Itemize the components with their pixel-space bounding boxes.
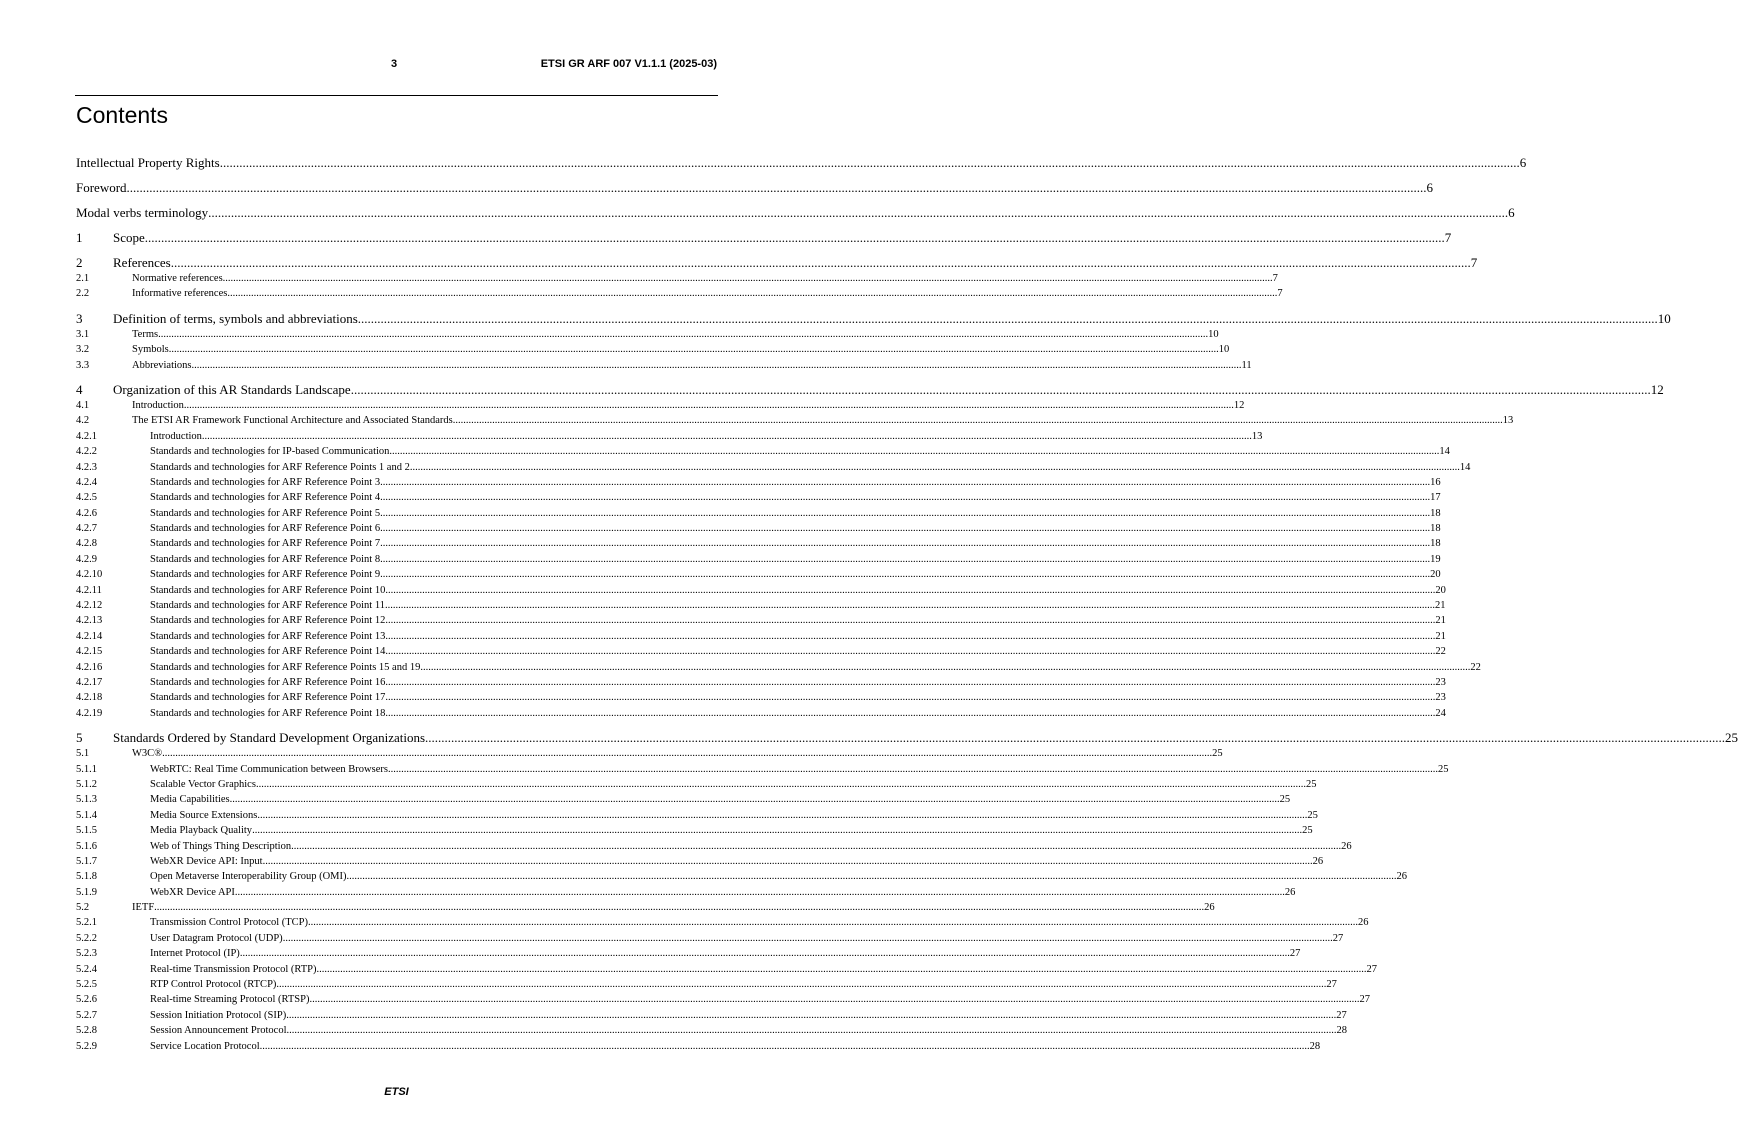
toc-entry-page: 7 — [1470, 255, 1478, 270]
toc-entry-label[interactable]: Standards and technologies for ARF Reference Point 5 — [150, 507, 381, 519]
toc-dot-leader: ................................................................................................................................................................................................................................................................................................................................................................................................................ — [385, 692, 1436, 704]
toc-entry-number: 2.1 — [76, 273, 90, 284]
toc-entry-label[interactable]: IETF — [132, 902, 155, 914]
header-rule — [75, 95, 718, 96]
toc-dot-leader: ................................................................................................................................................................................................................................................................................................................................................................................................................ — [309, 994, 1360, 1006]
toc-entry-label[interactable]: Transmission Control Protocol (TCP) — [150, 917, 309, 929]
toc-dot-leader: ................................................................................................................................................................................................................................................................................................................................................................................................................ — [219, 155, 1520, 170]
toc-entry-label[interactable]: RTP Control Protocol (RTCP) — [150, 979, 277, 991]
toc-entry-page: 16 — [1430, 476, 1441, 488]
toc-entry-label[interactable]: Standards and technologies for ARF Reference Point 16 — [150, 676, 386, 688]
toc-entry-number: 5.1.8 — [76, 871, 97, 883]
toc-dot-leader: ................................................................................................................................................................................................................................................................................................................................................................................................................ — [183, 399, 1234, 411]
toc-entry[interactable] — [76, 598, 1446, 613]
toc-entry-label[interactable]: Standards and technologies for ARF Reference Point 11 — [150, 600, 385, 612]
toc-entry[interactable] — [76, 179, 1434, 196]
toc-entry-number: 4.2.4 — [76, 476, 97, 488]
toc-entry[interactable] — [76, 675, 1446, 690]
toc-entry-page: 25 — [1302, 825, 1313, 837]
toc-dot-leader: ................................................................................................................................................................................................................................................................................................................................................................................................................ — [168, 344, 1219, 356]
toc-entry[interactable] — [76, 521, 1441, 536]
toc-entry-label[interactable]: Modal verbs terminology — [76, 205, 209, 220]
toc-dot-leader: ................................................................................................................................................................................................................................................................................................................................................................................................................ — [276, 979, 1327, 991]
toc-entry-label[interactable]: Abbreviations — [132, 359, 192, 371]
toc-dot-leader: ................................................................................................................................................................................................................................................................................................................................................................................................................ — [380, 492, 1431, 504]
toc-entry[interactable] — [76, 358, 1252, 373]
toc-entry[interactable] — [76, 792, 1291, 807]
toc-entry-label[interactable]: Standards and technologies for ARF Reference Point 10 — [150, 584, 386, 596]
toc-entry-page: 7 — [1277, 288, 1283, 300]
toc-entry-page: 13 — [1251, 430, 1263, 442]
toc-entry[interactable] — [76, 706, 1446, 721]
toc-dot-leader: ................................................................................................................................................................................................................................................................................................................................................................................................................ — [170, 255, 1471, 270]
toc-entry-number: 4 — [76, 381, 83, 397]
toc-entry[interactable] — [76, 931, 1344, 946]
toc-entry-number: 5.1 — [76, 748, 90, 760]
toc-dot-leader: ................................................................................................................................................................................................................................................................................................................................................................................................................ — [380, 507, 1431, 519]
toc-dot-leader: ................................................................................................................................................................................................................................................................................................................................................................................................................ — [255, 778, 1306, 790]
toc-entry-label[interactable]: Organization of this AR Standards Landscape — [113, 381, 351, 397]
toc-dot-leader: ................................................................................................................................................................................................................................................................................................................................................................................................................ — [384, 600, 1435, 612]
toc-entry-label[interactable]: Media Playback Quality — [150, 825, 253, 837]
toc-entry-label[interactable]: Web of Things Thing Description — [150, 840, 292, 852]
toc-entry-number: 5.2.9 — [76, 1040, 97, 1052]
toc-dot-leader: ................................................................................................................................................................................................................................................................................................................................................................................................................ — [282, 932, 1333, 944]
toc-entry[interactable] — [76, 613, 1446, 628]
toc-dot-leader: ................................................................................................................................................................................................................................................................................................................................................................................................................ — [316, 963, 1367, 975]
toc-entry[interactable] — [76, 254, 1478, 271]
toc-entry-label[interactable]: Real-time Streaming Protocol (RTSP) — [150, 994, 310, 1006]
toc-entry-page: 21 — [1435, 615, 1446, 627]
toc-entry-number: 5.1.2 — [76, 778, 97, 790]
toc-entry-page: 28 — [1336, 1025, 1347, 1037]
toc-entry-label[interactable]: Scope — [113, 230, 145, 245]
toc-entry-number: 4.2.5 — [76, 492, 97, 504]
toc-dot-leader: ................................................................................................................................................................................................................................................................................................................................................................................................................ — [387, 763, 1438, 775]
toc-entry-label[interactable]: Internet Protocol (IP) — [150, 948, 240, 960]
toc-dot-leader: ................................................................................................................................................................................................................................................................................................................................................................................................................ — [252, 825, 1303, 837]
toc-dot-leader: ................................................................................................................................................................................................................................................................................................................................................................................................................ — [385, 615, 1436, 627]
toc-entry[interactable] — [76, 552, 1441, 567]
toc-entry[interactable] — [76, 310, 1671, 327]
toc-entry-label[interactable]: Standards and technologies for ARF Reference Points 1 and 2 — [150, 461, 410, 473]
toc-entry-label[interactable]: Standards and technologies for ARF Reference Point 14 — [150, 646, 386, 658]
toc-entry-label[interactable]: The ETSI AR Framework Functional Architecture and Associated Standards — [132, 415, 453, 427]
toc-entry-page: 27 — [1326, 979, 1337, 991]
toc-entry-page: 21 — [1435, 630, 1446, 642]
toc-entry-label[interactable]: Foreword — [76, 180, 127, 195]
toc-entry-page: 25 — [1305, 778, 1317, 790]
toc-entry-number: 5.2.2 — [76, 932, 97, 944]
toc-entry[interactable] — [76, 762, 1449, 777]
toc-entry[interactable] — [76, 869, 1408, 884]
toc-entry-page: 14 — [1439, 446, 1450, 458]
toc-entry-page: 26 — [1312, 855, 1324, 867]
toc-entry-page: 26 — [1396, 871, 1408, 883]
toc-entry-label[interactable]: Real-time Transmission Protocol (RTP) — [150, 963, 317, 975]
toc-entry-label[interactable]: Standards and technologies for IP-based Communication — [150, 446, 390, 458]
toc-entry-page: 20 — [1435, 584, 1446, 596]
toc-entry[interactable] — [76, 286, 1283, 301]
toc-dot-leader: ................................................................................................................................................................................................................................................................................................................................................................................................................ — [144, 230, 1445, 245]
toc-entry-number: 5.1.6 — [76, 840, 97, 852]
toc-entry-number: 5.2.7 — [76, 1009, 97, 1021]
toc-entry-page: 22 — [1470, 661, 1481, 673]
toc-dot-leader: ................................................................................................................................................................................................................................................................................................................................................................................................................ — [286, 1009, 1337, 1021]
toc-entry-label[interactable]: Standards and technologies for ARF Reference Point 18 — [150, 707, 386, 719]
toc-entry[interactable] — [76, 1039, 1321, 1054]
toc-entry-page: 18 — [1430, 523, 1441, 535]
toc-entry-number: 4.2.16 — [76, 661, 103, 673]
toc-entry-label[interactable]: References — [113, 255, 171, 270]
toc-entry-number: 4.2 — [76, 415, 90, 427]
toc-entry-label[interactable]: Intellectual Property Rights — [76, 155, 220, 170]
toc-entry-label[interactable]: Standards and technologies for ARF Reference Point 3 — [150, 476, 381, 488]
toc-entry-number: 2.2 — [76, 288, 90, 300]
toc-dot-leader: ................................................................................................................................................................................................................................................................................................................................................................................................................ — [201, 430, 1252, 442]
toc-entry-page: 18 — [1430, 507, 1441, 519]
toc-entry-label[interactable]: Session Initiation Protocol (SIP) — [150, 1009, 287, 1021]
document-id: ETSI GR ARF 007 V1.1.1 (2025-03) — [540, 58, 717, 70]
toc-entry-page: 25 — [1725, 730, 1738, 746]
toc-entry-number: 5.2.5 — [76, 979, 97, 991]
toc-entry-page: 17 — [1430, 492, 1441, 504]
toc-entry-label[interactable]: Media Source Extensions — [150, 809, 258, 821]
toc-entry[interactable] — [76, 460, 1471, 475]
toc-entry-number: 3.3 — [76, 359, 90, 371]
toc-entry-page: 22 — [1435, 646, 1446, 658]
toc-entry-page: 24 — [1435, 707, 1446, 719]
toc-entry-number: 4.2.11 — [76, 584, 102, 596]
table-of-contents — [76, 146, 1738, 1054]
toc-entry-number: 3.1 — [76, 328, 90, 340]
toc-entry-number: 4.2.2 — [76, 446, 97, 458]
toc-entry-number: 4.2.18 — [76, 692, 103, 704]
toc-entry-page: 12 — [1650, 381, 1664, 397]
toc-entry-number: 4.2.1 — [76, 430, 97, 442]
toc-dot-leader: ................................................................................................................................................................................................................................................................................................................................................................................................................ — [350, 381, 1651, 397]
toc-entry[interactable] — [76, 475, 1441, 490]
toc-entry[interactable] — [76, 977, 1337, 992]
page-number: 3 — [391, 58, 398, 70]
toc-dot-leader: ................................................................................................................................................................................................................................................................................................................................................................................................................ — [234, 886, 1285, 898]
toc-entry-page: 12 — [1233, 399, 1245, 411]
toc-entry-number: 5.1.9 — [76, 886, 97, 898]
toc-dot-leader: ................................................................................................................................................................................................................................................................................................................................................................................................................ — [308, 917, 1359, 929]
toc-entry-number: 4.2.9 — [76, 553, 97, 565]
toc-entry-page: 14 — [1459, 461, 1471, 473]
toc-entry[interactable] — [76, 444, 1450, 459]
toc-entry-number: 5.2.8 — [76, 1025, 97, 1037]
toc-entry-page: 27 — [1359, 994, 1370, 1006]
toc-entry-label[interactable]: Standards and technologies for ARF Reference Point 4 — [150, 492, 381, 504]
toc-entry-page: 18 — [1430, 538, 1441, 550]
toc-entry-page: 25 — [1279, 794, 1291, 806]
toc-entry-label[interactable]: Service Location Protocol — [150, 1040, 260, 1052]
toc-entry-label[interactable]: Standards and technologies for ARF Reference Point 8 — [150, 553, 381, 565]
toc-entry-number: 5.1.7 — [76, 855, 97, 867]
toc-dot-leader: ................................................................................................................................................................................................................................................................................................................................................................................................................ — [191, 359, 1242, 371]
toc-entry-number: 5.2.3 — [76, 948, 97, 960]
toc-entry[interactable] — [76, 690, 1446, 705]
toc-dot-leader: ................................................................................................................................................................................................................................................................................................................................................................................................................ — [420, 661, 1471, 673]
toc-entry-number: 4.2.10 — [76, 569, 103, 581]
toc-entry-label[interactable]: Terms — [132, 328, 159, 340]
toc-entry[interactable] — [76, 229, 1452, 246]
toc-entry-label[interactable]: Standards and technologies for ARF Reference Point 12 — [150, 615, 386, 627]
toc-dot-leader: ................................................................................................................................................................................................................................................................................................................................................................................................................ — [162, 748, 1213, 760]
toc-entry-page: 10 — [1218, 344, 1230, 356]
toc-dot-leader: ................................................................................................................................................................................................................................................................................................................................................................................................................ — [208, 205, 1509, 220]
toc-entry-number: 4.2.6 — [76, 507, 97, 519]
toc-entry[interactable] — [76, 629, 1446, 644]
toc-entry-page: 26 — [1284, 886, 1296, 898]
toc-entry-page: 7 — [1444, 230, 1452, 245]
toc-entry-number: 4.1 — [76, 399, 90, 411]
toc-dot-leader: ................................................................................................................................................................................................................................................................................................................................................................................................................ — [425, 730, 1726, 746]
toc-entry[interactable] — [76, 946, 1301, 961]
toc-entry[interactable] — [76, 962, 1377, 977]
toc-entry-label[interactable]: W3C® — [132, 748, 163, 760]
toc-entry-page: 27 — [1366, 963, 1377, 975]
toc-entry-number: 4.2.3 — [76, 461, 97, 473]
toc-entry-page: 26 — [1341, 840, 1352, 852]
toc-entry-page: 11 — [1241, 359, 1252, 371]
toc-dot-leader: ................................................................................................................................................................................................................................................................................................................................................................................................................ — [126, 180, 1427, 195]
toc-dot-leader: ................................................................................................................................................................................................................................................................................................................................................................................................................ — [385, 707, 1436, 719]
toc-dot-leader: ................................................................................................................................................................................................................................................................................................................................................................................................................ — [389, 446, 1440, 458]
toc-dot-leader: ................................................................................................................................................................................................................................................................................................................................................................................................................ — [229, 794, 1280, 806]
toc-entry-page: 26 — [1204, 902, 1215, 914]
toc-entry[interactable] — [76, 398, 1245, 413]
toc-entry-label[interactable]: Informative references — [132, 288, 228, 300]
toc-dot-leader: ................................................................................................................................................................................................................................................................................................................................................................................................................ — [257, 809, 1308, 821]
toc-entry[interactable] — [76, 1023, 1347, 1038]
toc-entry-number: 5.1.5 — [76, 825, 97, 837]
toc-entry[interactable] — [76, 885, 1296, 900]
toc-entry-number: 4.2.8 — [76, 538, 97, 550]
toc-entry[interactable] — [76, 660, 1481, 675]
toc-entry-number: 5.2 — [76, 902, 90, 914]
toc-dot-leader: ................................................................................................................................................................................................................................................................................................................................................................................................................ — [259, 1040, 1310, 1052]
toc-entry-page: 27 — [1336, 1009, 1347, 1021]
toc-entry[interactable] — [76, 746, 1223, 761]
toc-entry[interactable] — [76, 154, 1527, 171]
toc-entry[interactable] — [76, 536, 1441, 551]
toc-entry-label[interactable]: Standards and technologies for ARF Reference Point 9 — [150, 569, 381, 581]
toc-entry[interactable] — [76, 839, 1352, 854]
toc-entry[interactable] — [76, 204, 1515, 221]
toc-entry-number: 5.1.3 — [76, 794, 97, 806]
toc-entry-number: 4.2.17 — [76, 676, 103, 688]
toc-entry[interactable] — [76, 823, 1313, 838]
toc-dot-leader: ................................................................................................................................................................................................................................................................................................................................................................................................................ — [409, 461, 1460, 473]
toc-entry[interactable] — [76, 342, 1230, 357]
toc-entry-label[interactable]: Introduction — [150, 430, 202, 442]
toc-entry[interactable] — [76, 644, 1446, 659]
toc-entry[interactable] — [76, 327, 1219, 342]
toc-entry-page: 21 — [1434, 600, 1446, 612]
toc-entry-page: 25 — [1307, 809, 1318, 821]
toc-dot-leader: ................................................................................................................................................................................................................................................................................................................................................................................................................ — [227, 288, 1278, 300]
toc-entry-page: 25 — [1212, 748, 1223, 760]
toc-dot-leader: ................................................................................................................................................................................................................................................................................................................................................................................................................ — [380, 523, 1431, 535]
toc-dot-leader: ................................................................................................................................................................................................................................................................................................................................................................................................................ — [385, 646, 1436, 658]
toc-entry-label[interactable]: Standards and technologies for ARF Reference Point 6 — [150, 523, 381, 535]
toc-entry[interactable] — [76, 490, 1441, 505]
toc-entry-label[interactable]: Introduction — [132, 399, 184, 411]
toc-dot-leader: ................................................................................................................................................................................................................................................................................................................................................................................................................ — [286, 1025, 1337, 1037]
toc-entry[interactable] — [76, 381, 1664, 398]
toc-entry-label[interactable]: Normative references — [132, 273, 223, 284]
toc-entry[interactable] — [76, 429, 1263, 444]
toc-entry-label[interactable]: WebXR Device API — [150, 886, 235, 898]
toc-entry-page: 20 — [1430, 569, 1441, 581]
toc-dot-leader: ................................................................................................................................................................................................................................................................................................................................................................................................................ — [158, 328, 1209, 340]
toc-entry-label[interactable]: Definition of terms, symbols and abbreviations — [113, 310, 358, 326]
toc-entry-number: 2 — [76, 255, 83, 270]
toc-entry-page: 10 — [1657, 310, 1671, 326]
toc-entry[interactable] — [76, 583, 1446, 598]
toc-entry-number: 4.2.12 — [76, 600, 103, 612]
toc-entry-label[interactable]: Session Announcement Protocol — [150, 1025, 287, 1037]
toc-entry-number: 5.2.6 — [76, 994, 97, 1006]
toc-entry-page: 6 — [1426, 180, 1434, 195]
toc-entry-label[interactable]: Standards and technologies for ARF Reference Point 17 — [150, 692, 386, 704]
toc-entry-label[interactable]: Media Capabilities — [150, 794, 230, 806]
toc-entry-label[interactable]: WebXR Device API: Input — [150, 855, 263, 867]
toc-dot-leader: ................................................................................................................................................................................................................................................................................................................................................................................................................ — [291, 840, 1342, 852]
toc-entry-page: 19 — [1430, 553, 1441, 565]
toc-entry[interactable] — [76, 854, 1324, 869]
toc-entry-number: 5.2.1 — [76, 917, 97, 929]
toc-entry-label[interactable]: Standards Ordered by Standard Development Organizations — [113, 730, 426, 746]
toc-entry-label[interactable]: Standards and technologies for ARF Reference Point 13 — [150, 630, 386, 642]
toc-entry[interactable] — [76, 729, 1738, 746]
toc-entry[interactable] — [76, 567, 1441, 582]
toc-entry[interactable] — [76, 915, 1369, 930]
toc-dot-leader: ................................................................................................................................................................................................................................................................................................................................................................................................................ — [239, 948, 1290, 960]
toc-dot-leader: ................................................................................................................................................................................................................................................................................................................................................................................................................ — [385, 584, 1436, 596]
toc-entry-label[interactable]: Open Metaverse Interoperability Group (OMI) — [150, 871, 347, 883]
toc-entry-number: 5 — [76, 730, 83, 746]
toc-entry-label[interactable]: Standards and technologies for ARF Reference Point 7 — [150, 538, 381, 550]
toc-dot-leader: ................................................................................................................................................................................................................................................................................................................................................................................................................ — [380, 569, 1431, 581]
toc-entry[interactable] — [76, 900, 1215, 915]
toc-entry-number: 4.2.13 — [76, 615, 103, 627]
toc-entry-page: 6 — [1519, 155, 1527, 170]
toc-entry[interactable] — [76, 506, 1441, 521]
toc-entry-label[interactable]: WebRTC: Real Time Communication between Browsers — [150, 763, 388, 775]
toc-entry-page: 7 — [1272, 273, 1278, 284]
toc-entry-number: 4.2.15 — [76, 646, 103, 658]
toc-entry-number: 3.2 — [76, 344, 90, 356]
toc-dot-leader: ................................................................................................................................................................................................................................................................................................................................................................................................................ — [380, 476, 1431, 488]
toc-dot-leader: ................................................................................................................................................................................................................................................................................................................................................................................................................ — [222, 273, 1273, 284]
toc-entry-label[interactable]: Symbols — [132, 344, 169, 356]
toc-entry-number: 1 — [76, 230, 83, 245]
toc-dot-leader: ................................................................................................................................................................................................................................................................................................................................................................................................................ — [380, 553, 1431, 565]
toc-entry-page: 6 — [1508, 205, 1515, 220]
toc-dot-leader: ................................................................................................................................................................................................................................................................................................................................................................................................................ — [385, 676, 1436, 688]
toc-entry-page: 27 — [1289, 948, 1301, 960]
toc-dot-leader: ................................................................................................................................................................................................................................................................................................................................................................................................................ — [452, 415, 1503, 427]
toc-entry-number: 5.1.1 — [76, 763, 97, 775]
toc-entry-label[interactable]: User Datagram Protocol (UDP) — [150, 932, 283, 944]
toc-entry-number: 5.2.4 — [76, 963, 97, 975]
toc-dot-leader: ................................................................................................................................................................................................................................................................................................................................................................................................................ — [385, 630, 1436, 642]
footer-etsi: ETSI — [384, 1086, 409, 1098]
toc-entry-page: 13 — [1502, 415, 1514, 427]
toc-entry[interactable] — [76, 777, 1317, 792]
toc-entry-number: 3 — [76, 310, 83, 326]
toc-entry-page: 23 — [1435, 692, 1446, 704]
toc-entry-page: 28 — [1309, 1040, 1321, 1052]
toc-dot-leader: ................................................................................................................................................................................................................................................................................................................................................................................................................ — [357, 310, 1658, 326]
toc-entry[interactable] — [76, 808, 1318, 823]
toc-entry[interactable] — [76, 271, 1278, 286]
toc-entry-page: 23 — [1435, 676, 1446, 688]
toc-entry-number: 4.2.14 — [76, 630, 103, 642]
toc-entry-label[interactable]: Scalable Vector Graphics — [150, 778, 256, 790]
contents-title: Contents — [76, 102, 169, 128]
toc-entry-number: 4.2.19 — [76, 707, 103, 719]
toc-entry[interactable] — [76, 992, 1370, 1007]
toc-entry-number: 5.1.4 — [76, 809, 97, 821]
toc-entry-label[interactable]: Standards and technologies for ARF Reference Points 15 and 19 — [150, 661, 421, 673]
toc-dot-leader: ................................................................................................................................................................................................................................................................................................................................................................................................................ — [346, 871, 1397, 883]
toc-dot-leader: ................................................................................................................................................................................................................................................................................................................................................................................................................ — [154, 902, 1205, 914]
toc-entry-page: 26 — [1358, 917, 1369, 929]
toc-entry-page: 10 — [1208, 328, 1219, 340]
toc-entry-page: 27 — [1332, 932, 1344, 944]
toc-dot-leader: ................................................................................................................................................................................................................................................................................................................................................................................................................ — [380, 538, 1431, 550]
toc-entry-number: 4.2.7 — [76, 523, 97, 535]
toc-entry-page: 25 — [1437, 763, 1449, 775]
toc-dot-leader: ................................................................................................................................................................................................................................................................................................................................................................................................................ — [262, 855, 1313, 867]
toc-entry[interactable] — [76, 413, 1514, 428]
toc-entry[interactable] — [76, 1008, 1347, 1023]
